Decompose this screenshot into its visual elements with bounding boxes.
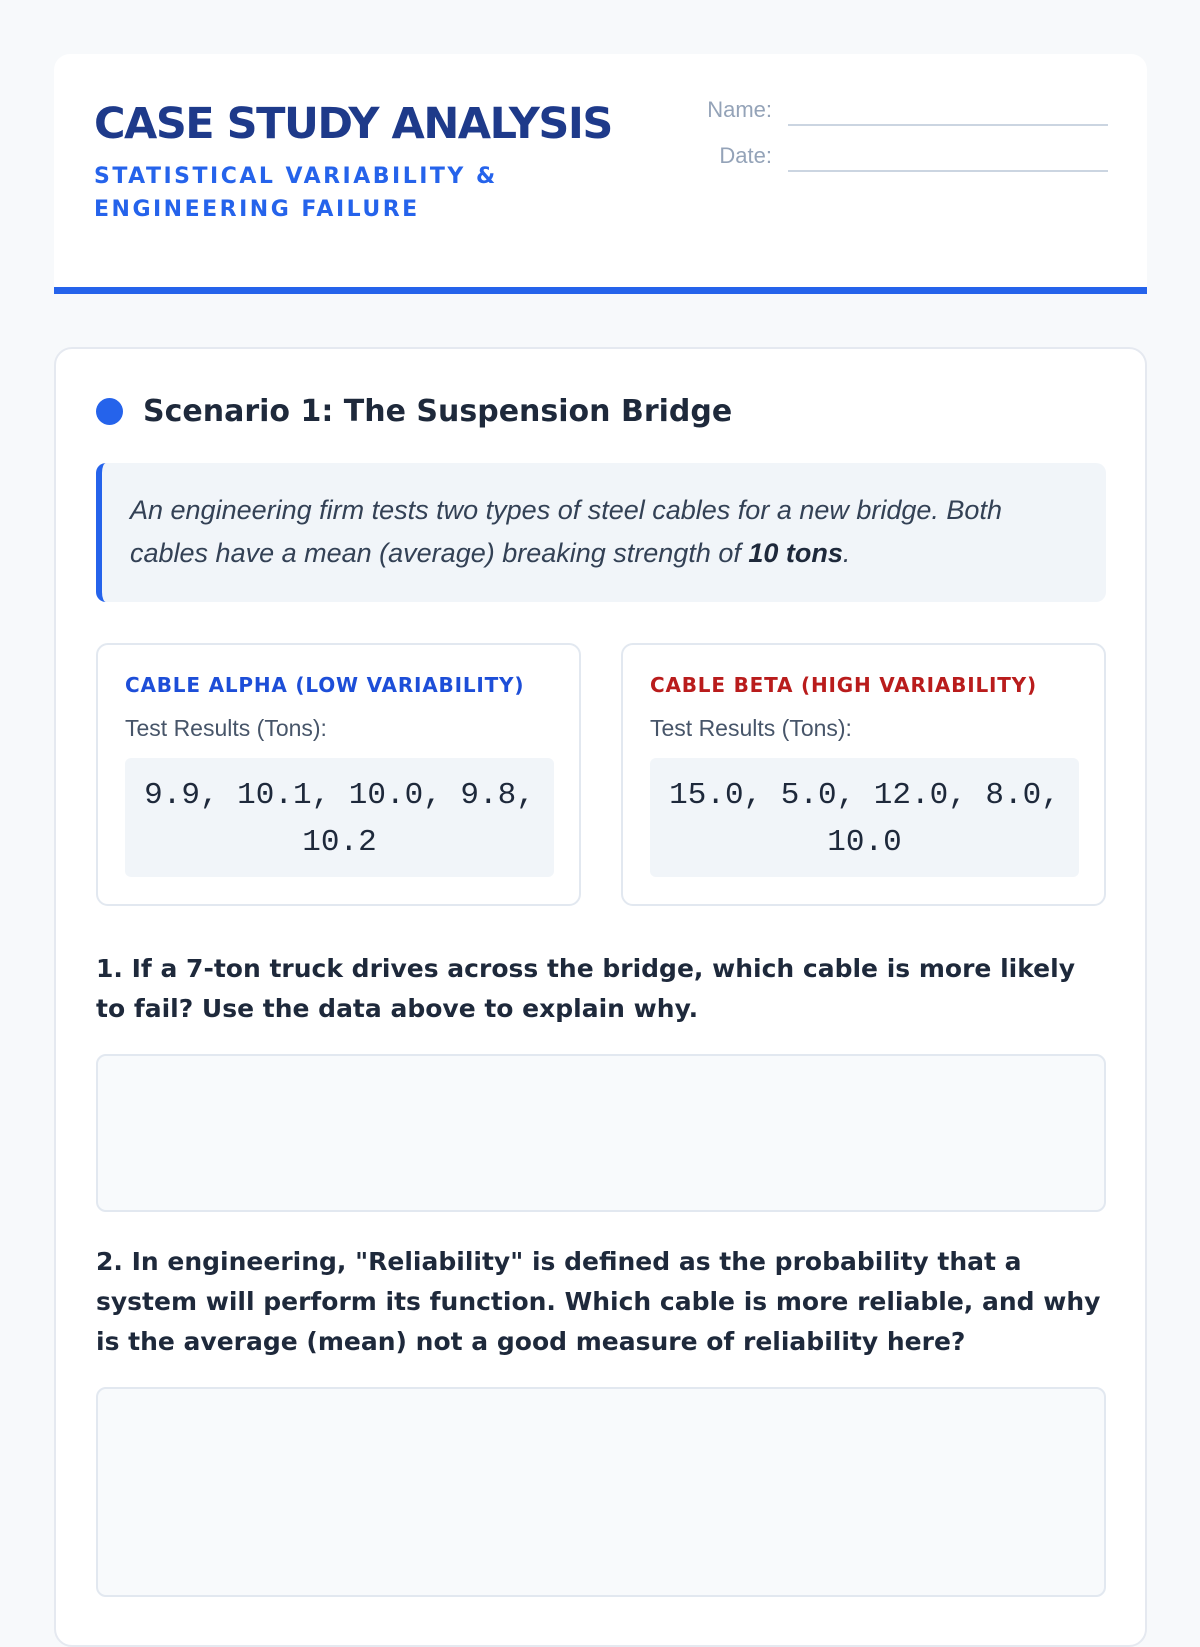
cable-alpha-card (96, 643, 581, 906)
date-label: Date: (719, 143, 772, 168)
page-title: CASE STUDY ANALYSIS (94, 99, 612, 149)
cable-alpha-results: 9.9, 10.1, 10.0, 9.8, 10.2 (125, 758, 554, 877)
title-block (94, 98, 694, 226)
intro-text: An engineering firm tests two types of steel cables for a new bridge. Both cables have a mean (average) breaking strength of (130, 495, 1002, 568)
cable-beta-card (621, 643, 1106, 906)
scenario-title: Scenario 1: The Suspension Bridge (143, 393, 733, 429)
intro-emphasis: 10 tons (748, 538, 843, 568)
scenario-card (54, 347, 1147, 1647)
scenario-intro (96, 463, 1106, 602)
name-label: Name: (707, 97, 772, 122)
bullet-dot-icon (96, 398, 123, 425)
cable-beta-label: CABLE BETA (HIGH VARIABILITY) (650, 673, 1037, 697)
question-1: 1. If a 7-ton truck drives across the bridge, which cable is more likely to fail? Use the data above to explain why. (96, 954, 1075, 1023)
intro-end: . (842, 538, 851, 568)
cable-alpha-results-label: Test Results (Tons): (125, 715, 327, 741)
scenario-heading (96, 391, 732, 431)
worksheet-header (54, 54, 1147, 294)
answer-box-1[interactable] (96, 1054, 1106, 1212)
cable-alpha-label: CABLE ALPHA (LOW VARIABILITY) (125, 673, 525, 697)
date-field-row (688, 141, 1108, 171)
answer-box-2[interactable] (96, 1387, 1106, 1597)
page-subtitle: STATISTICAL VARIABILITY & ENGINEERING FAILURE (94, 164, 498, 222)
cable-beta-results: 15.0, 5.0, 12.0, 8.0, 10.0 (650, 758, 1079, 877)
cable-beta-results-label: Test Results (Tons): (650, 715, 852, 741)
date-input-line[interactable] (788, 170, 1108, 172)
name-input-line[interactable] (788, 124, 1108, 126)
name-field-row (688, 95, 1108, 125)
question-2: 2. In engineering, "Reliability" is defined as the probability that a system will perform its function. Which cable is more reliable, and why is the average (mean) not a good measure of reliability here? (96, 1247, 1101, 1356)
